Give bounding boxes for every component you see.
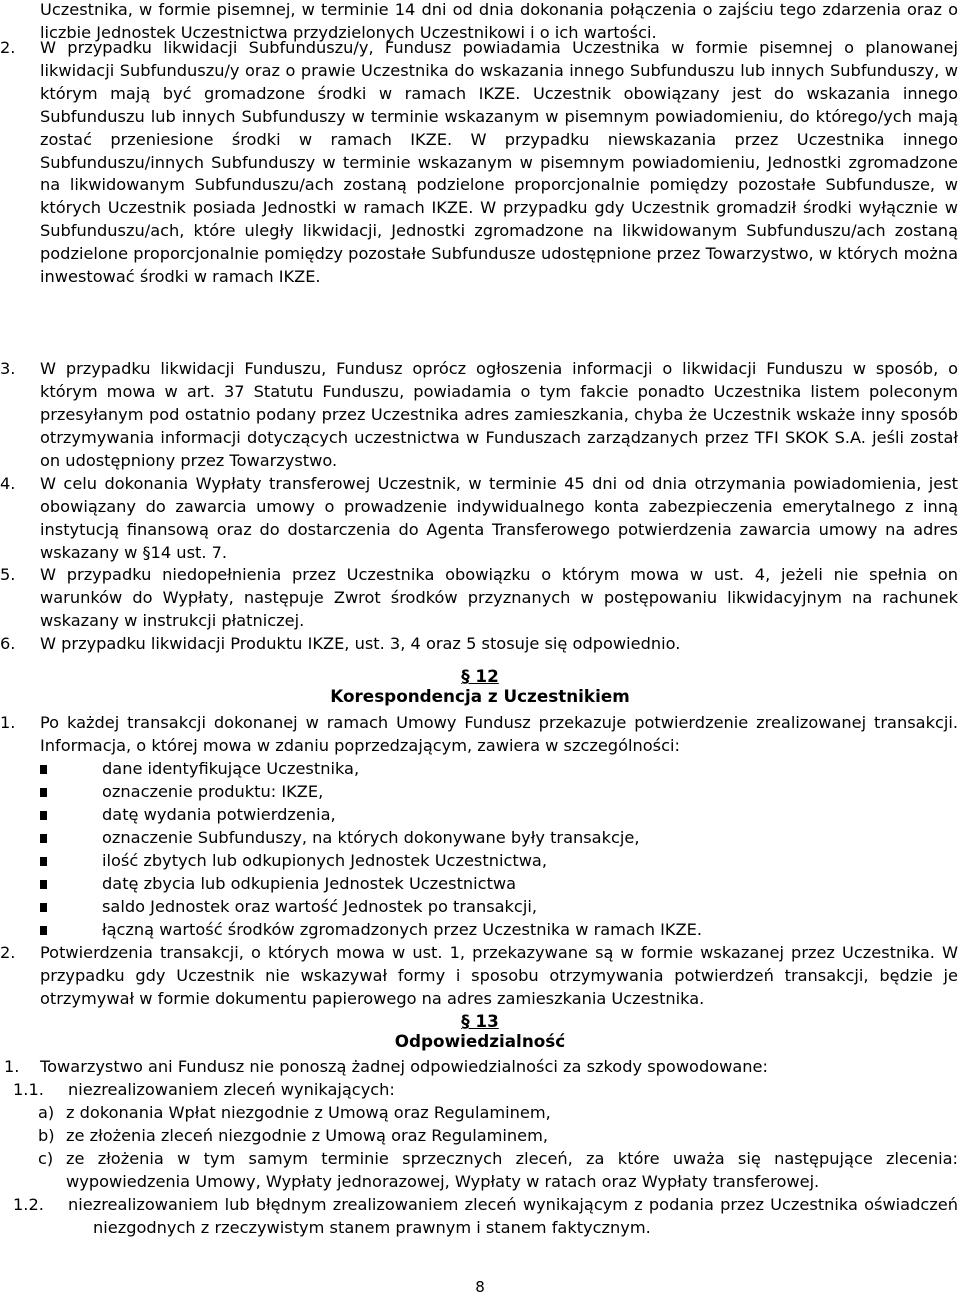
letter-item (0, 1148, 958, 1194)
sub-item-text: niezrealizowaniem zleceń wynikających: (68, 1080, 395, 1099)
letter-text: z dokonania Wpłat niezgodnie z Umową oraz Regulaminem, (66, 1103, 551, 1122)
page-number: 8 (475, 1278, 485, 1296)
section-title: Korespondencja z Uczestnikiem (330, 686, 630, 706)
sub-item-number: 1.2. (13, 1195, 44, 1214)
list-item (0, 358, 958, 473)
letter-mark: b) (38, 1126, 55, 1145)
square-bullet-icon (40, 788, 47, 797)
square-bullet-icon (40, 857, 47, 866)
square-bullet-icon (40, 811, 47, 820)
square-bullet-icon (40, 926, 47, 935)
document-page: Uczestnika, w formie pisemnej, w terminie 14 dni od dnia dokonania połączenia o zajściu tego zdarzenia oraz o liczbie Jednostek Uczestnictwa przydzielonych Uczestnikowi i o ich wartości. 2. W przypadku likwidacji Subfunduszu/y, Fundusz powiadamia Uczestnika w formie pisemnej o planowanej likwidacji Subfunduszu/y oraz o prawie Uczestnika do wskazania innego Subfunduszu lub innych Subfunduszy, w którym mają być gromadzone środki w ramach IKZE. Uczestnik obowiązany jest do wskazania innego Subfunduszu lub innych Subfunduszy w terminie wskazanym w pisemnym powiadomieniu, do którego/ych mają zostać przeniesione środki w ramach IKZE. W przypadku niewskazania przez Uczestnika innego Subfunduszu/innych Subfunduszy w terminie wskazanym w pisemnym powiadomieniu, Jednostki zgromadzone na likwidowanym Subfunduszu/ach zostaną podzielone proporcjonalnie pomiędzy pozostałe Subfundusze, w których Uczestnik posiada Jednostki w ramach IKZE. W przypadku gdy Uczestnik gromadził środki wyłącznie w Subfunduszu/ach, które uległy likwidacji, Jednostki zgromadzone na likwidowanym Subfunduszu/ach zostaną podzielone proporcjonalnie pomiędzy pozostałe Subfundusze udostępnione przez Towarzystwo, w których można inwestować środki w ramach IKZE. 3. W przypadku likwidacji Funduszu, Fundusz oprócz ogłoszenia informacji o likwidacji Funduszu w sposób, o którym mowa w art. 37 Statutu Funduszu, powiadamia o tym fakcie ponadto Uczestnika listem poleconym przesyłanym pod ostatnio podany przez Uczestnika adres zamieszkania, chyba że Uczestnik wskaże inny sposób otrzymywania informacji dotyczących uczestnictwa w Funduszach zarządzanych przez TFI SKOK S.A. jeśli został on udostępniony przez Towarzystwo. 4. W celu dokonania Wypłaty transferowej Uczestnik, w terminie 45 dni od dnia otrzymania powiadomienia, jest obowiązany do zawarcia umowy o prowadzenie indywidualnego konta zabezpieczenia emerytalnego z inną instytucją finansową oraz do dostarczenia do Agenta Transferowego potwierdzenia zawarcia umowy na adres wskazany w §14 ust. 7. 5. W przypadku niedopełnienia przez Uczestnika obowiązku o którym mowa w ust. 4, jeżeli nie spełnia on warunków do Wypłaty, następuje Zwrot środków przyznanych w postępowaniu likwidacyjnym na rachunek wskazany w instrukcji płatniczej. 6. W przypadku likwidacji Produktu IKZE, ust. 3, 4 oraz 5 stosuje się odpowiednio. § 12 Korespondencja z Uczestnikiem 1. Po każdej transakcji dokonanej w ramach Umowy Fundusz przekazuje potwierdzenie zrealizowanej transakcji. Informacja, o której mowa w zdaniu poprzedzającym, zawiera w szczególności: dane identyfikujące Uczestnika, oznaczenie produktu: IKZE, datę wydania potwierdzenia, oznaczenie Subfunduszy, na których dokonywane były transakcje, ilość zbytych lub odkupionych Jednostek Uczestnictwa, datę zbycia lub odkupienia Jednostek Uczestnictwa saldo Jednostek oraz wartość Jednostek po transakcji, łączną wartość środków zgromadzonych przez Uczestnika w ramach IKZE. 2. Potwierdzenia transakcji, o których mowa w ust. 1, przekazywane są w formie wskazanej przez Uczestnika. W przypadku gdy Uczestnik nie wskazywał formy i sposobu otrzymywania potwierdzeń transakcji, będzie je otrzymywał w formie dokumentu papierowego na adres zamieszkania Uczestnika. § 13 Odpowiedzialność 1. Towarzystwo ani Fundusz nie ponoszą żadnej odpowiedzialności za szkody spowodowane: 1.1. niezrealizowaniem zleceń wynikających: a) z dokonania Wpłat niezgodnie z Umową oraz Regulaminem, b) ze złożenia zleceń niezgodnie z Umową oraz Regulaminem, c) ze złożenia w tym samym terminie sprzecznych zleceń, za które uważa się następujące zlecenia: wypowiedzenia Umowy, Wypłaty jednorazowej, Wypłaty w ratach oraz Wypłaty transferowej. 1.2. niezrealizowaniem lub błędnym zrealizowaniem zleceń wynikającym z podania przez Uczestnika oświadczeń niezgodnych z rzeczywistym stanem prawnym i stanem faktycznym. 8 (0, 0, 958, 1296)
item-text: Potwierdzenia transakcji, o których mowa w ust. 1, przekazywane są w formie wskazanej przez Uczestnika. W przypadku gdy Uczestnik nie wskazywał formy i sposobu otrzymywania potwierdzeń transakcji, będzie je otrzymywał w formie dokumentu papierowego na adres zamieszkania Uczestnika. (40, 943, 958, 1008)
letter-text: ze złożenia zleceń niezgodnie z Umową oraz Regulaminem, (66, 1126, 549, 1145)
item-number: 3. (0, 359, 16, 378)
section-13-heading (0, 1011, 960, 1051)
letter-text: ze złożenia w tym samym terminie sprzecznych zleceń, za które uważa się następujące zlecenia: wypowiedzenia Umowy, Wypłaty jednorazowej, Wypłaty w ratach oraz Wypłaty transferowej. (66, 1149, 958, 1191)
square-bullet-icon (40, 765, 47, 774)
list-item (0, 37, 958, 289)
item-text: W celu dokonania Wypłaty transferowej Uczestnik, w terminie 45 dni od dnia otrzymania powiadomienia, jest obowiązany do zawarcia umowy o prowadzenie indywidualnego konta zabezpieczenia emerytalnego z inną instytucją finansową oraz do dostarczenia do Agenta Transferowego potwierdzenia zawarcia umowy na adres wskazany w §14 ust. 7. (40, 474, 958, 562)
square-bullet-icon (40, 834, 47, 843)
paragraph-mark: § 13 (461, 1011, 499, 1031)
item-text: W przypadku niedopełnienia przez Uczestnika obowiązku o którym mowa w ust. 4, jeżeli nie spełnia on warunków do Wypłaty, następuje Zwrot środków przyznanych w postępowaniu likwidacyjnym na rachunek wskazany w instrukcji płatniczej. (40, 565, 958, 630)
item-number: 1. (0, 713, 16, 732)
item-number: 4. (0, 474, 16, 493)
item-text: W przypadku likwidacji Subfunduszu/y, Fundusz powiadamia Uczestnika w formie pisemnej o planowanej likwidacji Subfunduszu/y oraz o prawie Uczestnika do wskazania innego Subfunduszu lub innych Subfunduszy, w którym mają być gromadzone środki w ramach IKZE. Uczestnik obowiązany jest do wskazania innego Subfunduszu lub innych Subfunduszy w terminie wskazanym w pisemnym powiadomieniu, do którego/ych mają zostać przeniesione środki w ramach IKZE. W przypadku niewskazania przez Uczestnika innego Subfunduszu/innych Subfunduszy w terminie wskazanym w pisemnym powiadomieniu, Jednostki zgromadzone na likwidowanym Subfunduszu/ach zostaną podzielone proporcjonalnie pomiędzy pozostałe Subfundusze, w których Uczestnik posiada Jednostki w ramach IKZE. W przypadku gdy Uczestnik gromadził środki wyłącznie w Subfunduszu/ach, które uległy likwidacji, Jednostki zgromadzone na likwidowanym Subfunduszu/ach zostaną podzielone proporcjonalnie pomiędzy pozostałe Subfundusze udostępnione przez Towarzystwo, w których można inwestować środki w ramach IKZE. (40, 38, 958, 287)
continuation-paragraph: Uczestnika, w formie pisemnej, w terminie 14 dni od dnia dokonania połączenia o zajściu tego zdarzenia oraz o liczbie Jednostek Uczestnictwa przydzielonych Uczestnikowi i o ich wartości. (40, 0, 958, 42)
sub-item (0, 1194, 958, 1240)
item-text: Po każdej transakcji dokonanej w ramach Umowy Fundusz przekazuje potwierdzenie zrealizowanej transakcji. Informacja, o której mowa w zdaniu poprzedzającym, zawiera w szczególności: (40, 713, 958, 755)
list-item (0, 1056, 958, 1079)
list-item (0, 942, 958, 1011)
item-text: Towarzystwo ani Fundusz nie ponoszą żadnej odpowiedzialności za szkody spowodowane: (40, 1057, 768, 1076)
item-number: 6. (0, 634, 16, 653)
item-number: 2. (0, 38, 16, 57)
sub-item (0, 1079, 958, 1102)
list-item (0, 473, 958, 565)
section-12-heading (0, 666, 960, 706)
item-number: 1. (4, 1057, 20, 1076)
square-bullet-icon (40, 880, 47, 889)
letter-mark: a) (38, 1103, 55, 1122)
square-bullet-icon (40, 903, 47, 912)
section-title: Odpowiedzialność (394, 1031, 566, 1051)
paragraph-mark: § 12 (461, 666, 499, 686)
sub-item-text: niezrealizowaniem lub błędnym zrealizowaniem zleceń wynikającym z podania przez Uczestnika oświadczeń niezgodnych z rzeczywistym stanem prawnym i stanem faktycznym. (68, 1195, 958, 1237)
item-text: W przypadku likwidacji Funduszu, Fundusz oprócz ogłoszenia informacji o likwidacji Funduszu w sposób, o którym mowa w art. 37 Statutu Funduszu, powiadamia o tym fakcie ponadto Uczestnika listem poleconym przesyłanym pod ostatnio podany przez Uczestnika adres zamieszkania, chyba że Uczestnik wskaże inny sposób otrzymywania informacji dotyczących uczestnictwa w Funduszach zarządzanych przez TFI SKOK S.A. jeśli został on udostępniony przez Towarzystwo. (40, 359, 958, 470)
list-item (0, 633, 958, 656)
letter-mark: c) (38, 1149, 54, 1168)
sub-item-number: 1.1. (13, 1080, 44, 1099)
letter-item (0, 1102, 958, 1125)
item-text: W przypadku likwidacji Produktu IKZE, ust. 3, 4 oraz 5 stosuje się odpowiednio. (40, 634, 681, 653)
item-number: 2. (0, 943, 16, 962)
list-item (0, 564, 958, 633)
list-item (0, 712, 958, 758)
item-number: 5. (0, 565, 16, 584)
letter-item (0, 1125, 958, 1148)
